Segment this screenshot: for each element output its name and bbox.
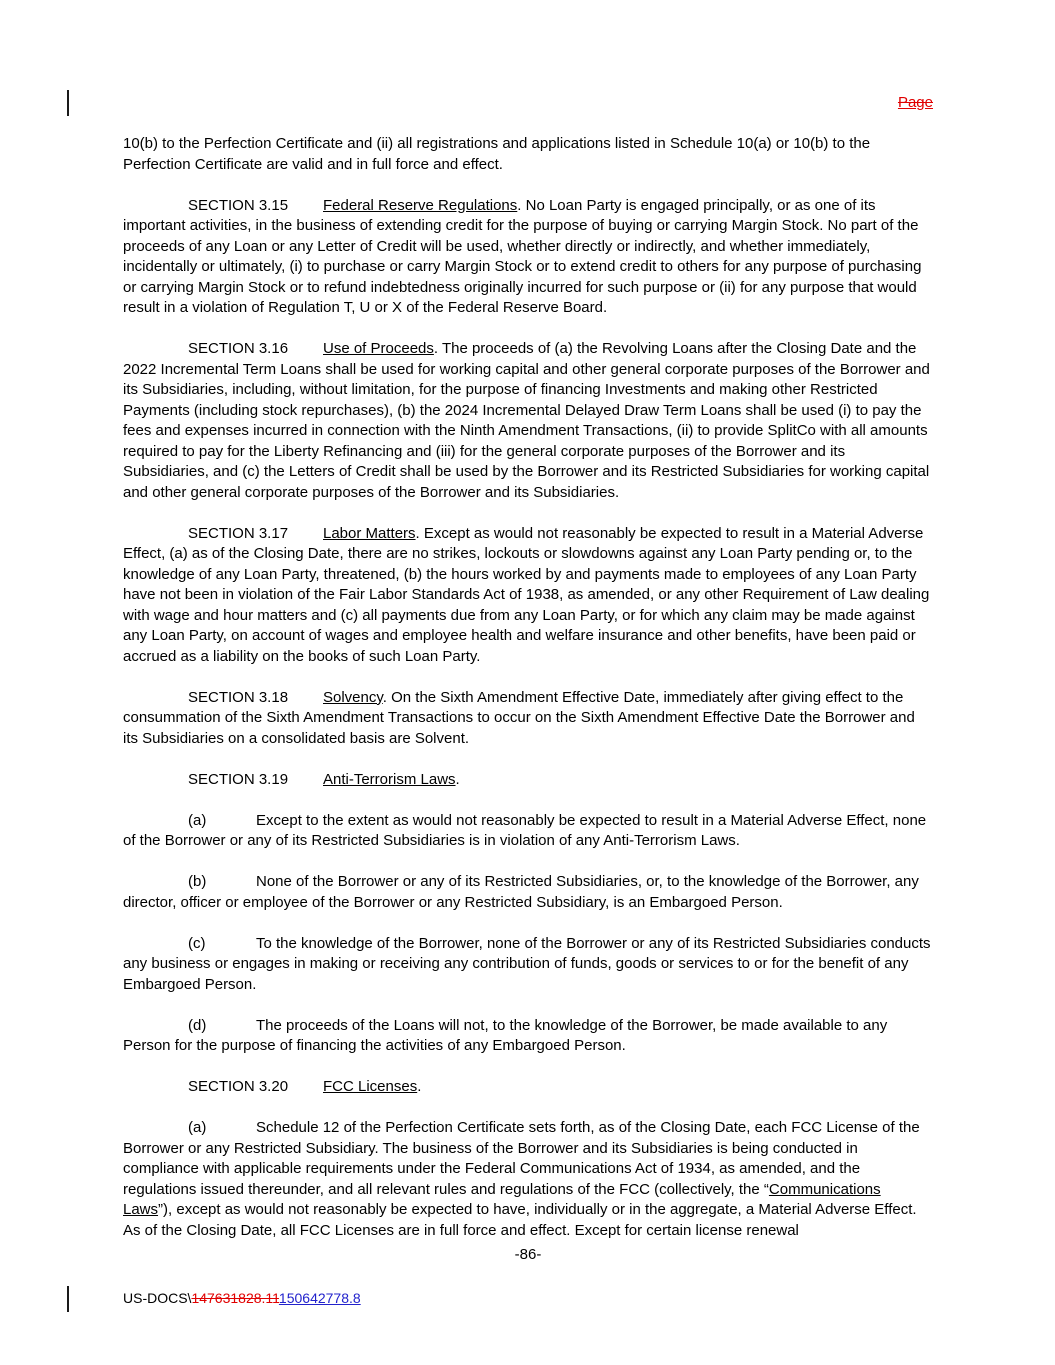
- doc-id-prefix: US-DOCS\: [123, 1290, 192, 1306]
- body-text: . Except as would not reasonably be expected to result in a Material Adverse Effect, (a) as of the Closing Date, there are no strikes, lockouts or slowdowns against any Loan Party pending or, to the knowledge of any Loan Party, threatened, (b) the hours worked by and payments made to employees of any Loan Party have not been in violation of the Fair Labor Standards Act of 1938, as amended, or any other Requirement of Law dealing with wage and hour matters and (c) all payments due from any Loan Party, or for which any claim may be made against any Loan Party, on account of wages and employee health and welfare insurance and other benefits, have been paid or accrued as a liability on the books of such Loan Party.: [123, 524, 930, 665]
- body-text: . The proceeds of (a) the Revolving Loans after the Closing Date and the 2022 Incremental Term Loans shall be used for working capital and other general corporate purposes of the Borrower and its Subsidiaries, including, without limitation, for the purpose of financing Investments and making other Restricted Payments (including stock repurchases), (b) the 2024 Incremental Delayed Draw Term Loans shall be used (i) to pay the fees and expenses incurred in connection with the Ninth Amendment Transactions, (ii) to provide SplitCo with all amounts required to pay for the Liberty Refinancing and (iii) for the general corporate purposes of the Borrower and its Subsidiaries, and (c) the Letters of Credit shall be used by the Borrower and its Restricted Subsidiaries for working capital and other general corporate purposes of the Borrower and its Subsidiaries.: [123, 340, 930, 501]
- body-text: None of the Borrower or any of its Restricted Subsidiaries, or, to the knowledge of the Borrower, any director, officer or employee of the Borrower or any Restricted Subsidiary, is an Embargoed Person.: [123, 873, 919, 911]
- underlined-text: Anti-Terrorism Laws: [323, 770, 456, 788]
- header-row: [123, 93, 933, 114]
- body-text: . No Loan Party is engaged principally, or as one of its important activities, in the business of extending credit for the purpose of buying or carrying Margin Stock. No part of the proceeds of any Loan or any Letter of Credit will be used, whether directly or indirectly, and whether immediately, incidentally or ultimately, (i) to purchase or carry Margin Stock or to extend credit to others for any purpose of purchasing or carrying Margin Stock or to refund indebtedness originally incurred for such purpose or (ii) for any purpose that would result in a violation of Regulation T, U or X of the Federal Reserve Board.: [123, 196, 922, 316]
- doc-id-old-deleted: 147631828.11: [191, 1290, 279, 1306]
- change-bar-top: [67, 90, 69, 116]
- paragraph: [123, 196, 933, 319]
- paragraph-label: (a): [188, 811, 207, 829]
- paragraph-label: SECTION 3.20: [188, 1078, 289, 1095]
- paragraph-label: SECTION 3.19: [188, 770, 289, 788]
- underlined-text: Use of Proceeds: [323, 340, 434, 357]
- underlined-text: Communications Laws: [123, 1180, 881, 1218]
- paragraph-label: SECTION 3.18: [188, 688, 289, 706]
- body-text: .: [455, 770, 460, 788]
- body-text: 10(b) to the Perfection Certificate and (ii) all registrations and applications listed in Schedule 10(a) or 10(b) to the Perfection Certificate are valid and in full force and effect.: [123, 135, 871, 173]
- underlined-text: Labor Matters: [323, 524, 416, 542]
- paragraph-label: (c): [188, 934, 206, 952]
- doc-id-new-link[interactable]: 150642778.8: [278, 1290, 361, 1306]
- paragraph: [123, 1016, 933, 1057]
- page-number: -86-: [514, 1246, 542, 1263]
- paragraph-label: SECTION 3.15: [188, 196, 289, 214]
- body-text: To the knowledge of the Borrower, none of the Borrower or any of its Restricted Subsidiaries conducts any business or engages in making or receiving any contribution of funds, goods or services to or for the benefit of any Embargoed Person.: [123, 934, 931, 993]
- underlined-text: FCC Licenses: [323, 1078, 418, 1095]
- paragraph: [123, 1118, 933, 1241]
- paragraph: [123, 134, 933, 175]
- paragraph: [123, 770, 933, 791]
- document-content: [123, 93, 933, 1262]
- page-link[interactable]: Page: [897, 94, 933, 111]
- paragraph-label: (d): [188, 1016, 207, 1034]
- body-text: Except to the extent as would not reasonably be expected to result in a Material Adverse Effect, none of the Borrower or any of its Restricted Subsidiaries is in violation of any Anti-Terrorism Laws.: [123, 811, 927, 849]
- paragraph: [123, 339, 933, 503]
- underlined-text: Solvency: [323, 688, 383, 706]
- body-text: . On the Sixth Amendment Effective Date, immediately after giving effect to the consummation of the Sixth Amendment Transactions to occur on the Sixth Amendment Effective Date the Borrower and its Subsidiaries on a consolidated basis are Solvent.: [123, 688, 915, 747]
- body-text: ”), except as would not reasonably be expected to have, individually or in the aggregate, a Material Adverse Effect. As of the Closing Date, all FCC Licenses are in full force and effect. Except for certain license renewal: [123, 1201, 917, 1239]
- paragraph-label: SECTION 3.16: [188, 340, 289, 357]
- paragraph-label: SECTION 3.17: [188, 524, 289, 542]
- body-text: .: [417, 1078, 422, 1095]
- body-text: The proceeds of the Loans will not, to the knowledge of the Borrower, be made available to any Person for the purpose of financing the activities of any Embargoed Person.: [123, 1016, 888, 1054]
- footer-doc-id: [123, 1288, 361, 1309]
- underlined-text: Federal Reserve Regulations: [323, 196, 518, 214]
- paragraph: [123, 524, 933, 668]
- paragraph: [123, 872, 933, 913]
- body-text: Schedule 12 of the Perfection Certificate sets forth, as of the Closing Date, each FCC License of the Borrower or any Restricted Subsidiary. The business of the Borrower and its Subsidiaries is being conducted in compliance with applicable requirements under the Federal Communications Act of 1934, as amended, and the regulations issued thereunder, and all relevant rules and regulations of the FCC (collectively, the “: [123, 1119, 920, 1198]
- change-bar-bottom: [67, 1286, 69, 1312]
- document-body: [123, 134, 933, 1241]
- paragraph-label: (b): [188, 873, 207, 890]
- paragraph: [123, 811, 933, 852]
- paragraph: [123, 1077, 933, 1098]
- paragraph: [123, 934, 933, 996]
- paragraph-label: (a): [188, 1119, 207, 1136]
- paragraph: [123, 688, 933, 750]
